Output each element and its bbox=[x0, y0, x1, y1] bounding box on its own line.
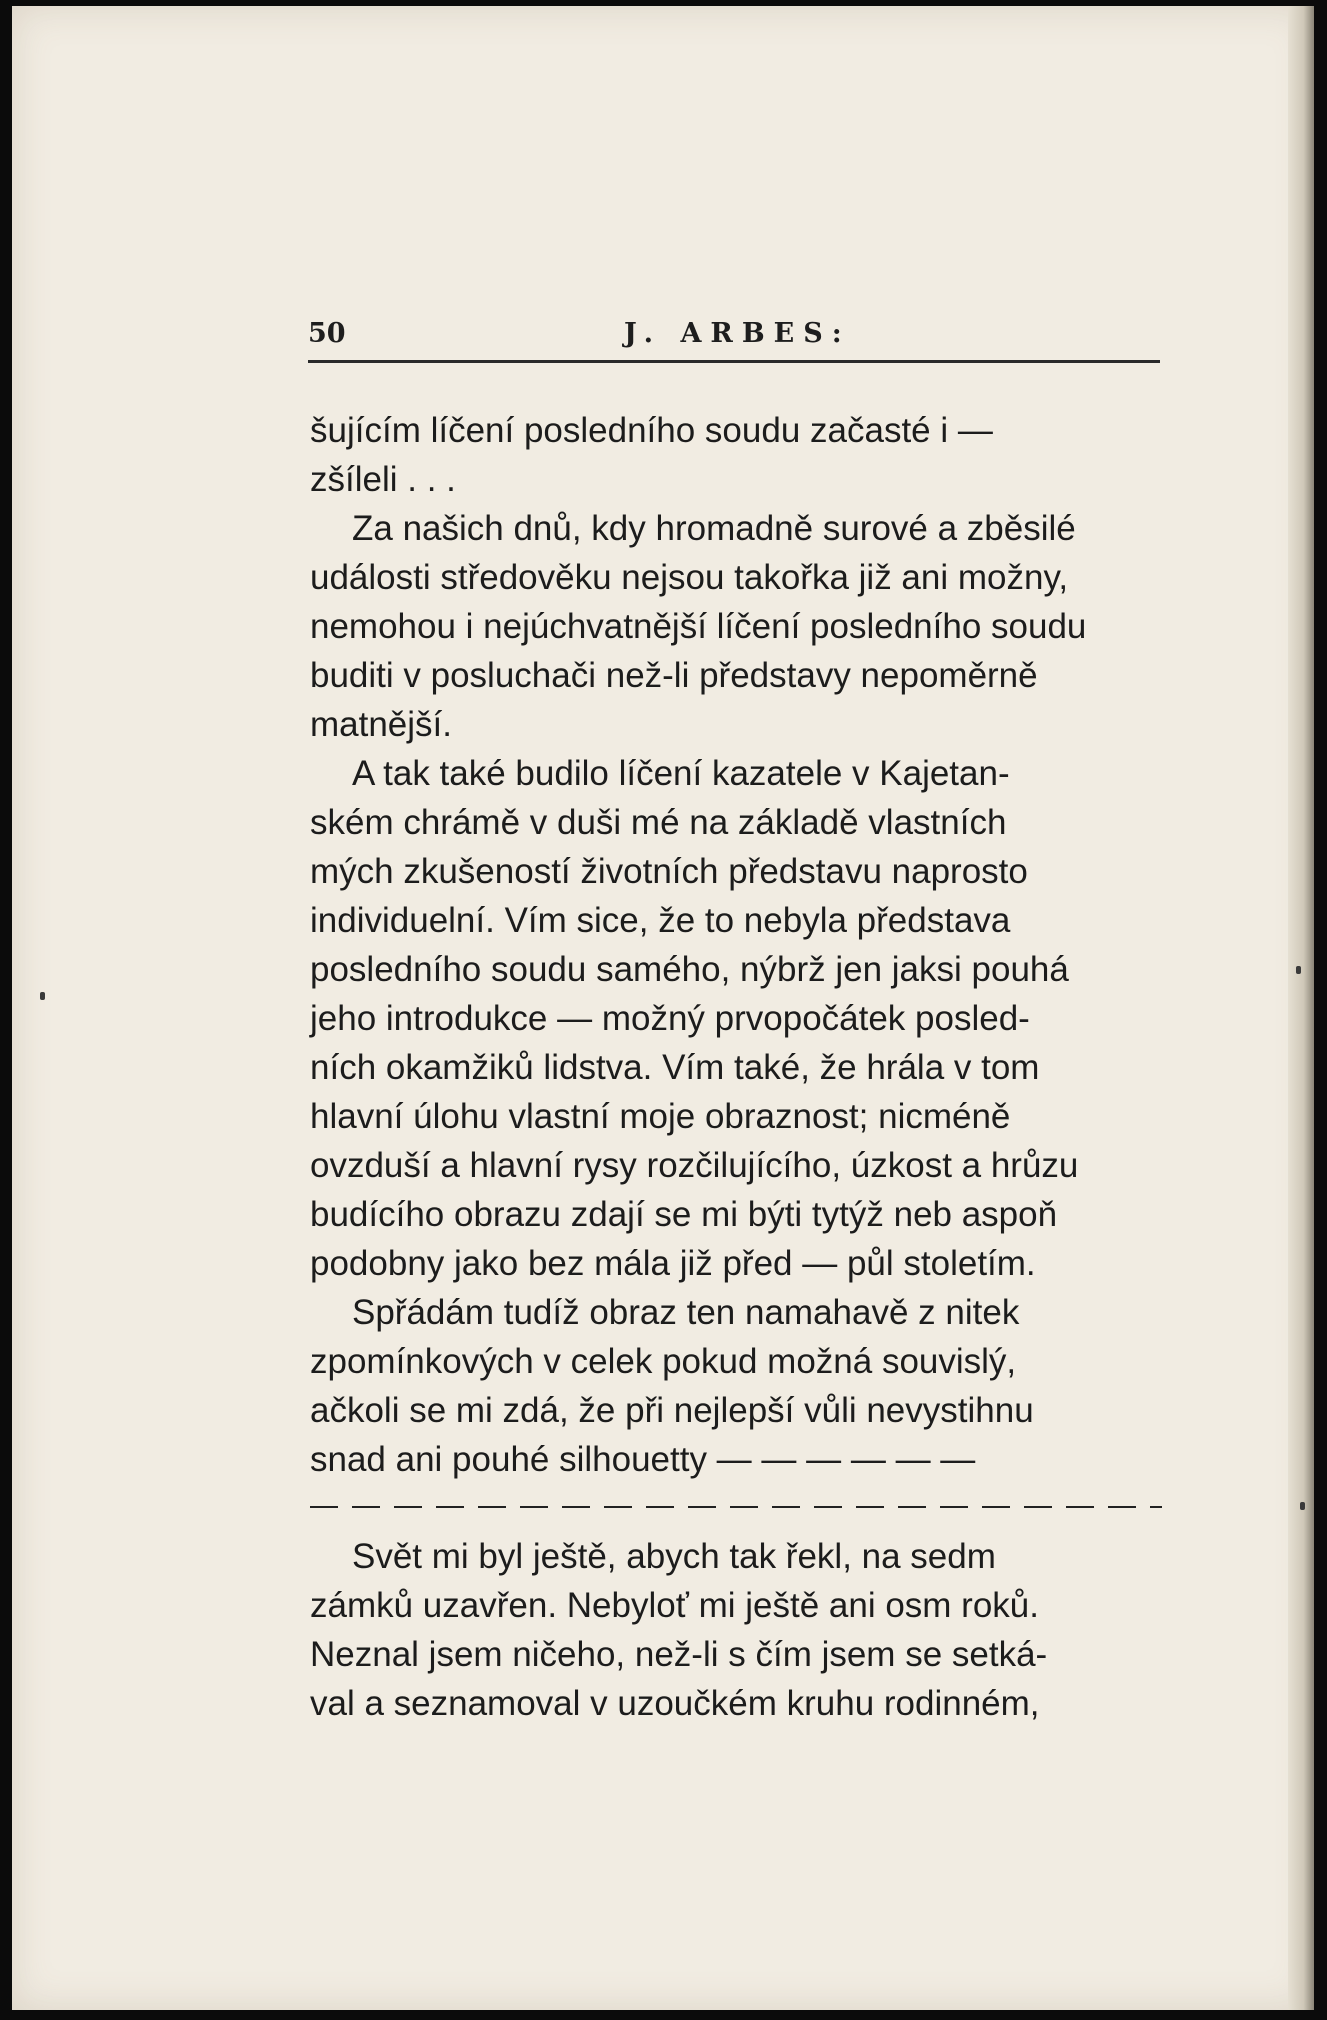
text-line: podobny jako bez mála již před — půl stoletím. bbox=[310, 1244, 1036, 1283]
paragraph bbox=[310, 749, 1162, 1288]
running-head bbox=[298, 318, 1160, 358]
text-line: ovzduší a hlavní rysy rozčilujícího, úzkost a hrůzu bbox=[310, 1146, 1079, 1185]
body-text bbox=[310, 406, 1162, 1728]
book-page bbox=[12, 6, 1314, 2010]
text-line: budícího obrazu zdají se mi býti tytýž neb aspoň bbox=[310, 1195, 1058, 1234]
paragraph bbox=[310, 406, 1162, 504]
text-line: události středověku nejsou takořka již ani možny, bbox=[310, 558, 1069, 597]
page-number: 50 bbox=[308, 318, 346, 349]
paper-speck bbox=[1296, 966, 1301, 974]
paragraph bbox=[310, 504, 1162, 749]
text-line: val a seznamoval v uzoučkém kruhu rodinném, bbox=[310, 1684, 1040, 1723]
paragraph bbox=[310, 1288, 1162, 1484]
section-break-dashes bbox=[310, 1506, 1162, 1508]
text-line: zámků uzavřen. Nebyloť mi ještě ani osm roků. bbox=[310, 1586, 1039, 1625]
text-line: snad ani pouhé silhouetty — — — — — — bbox=[310, 1440, 976, 1479]
text-line: Svět mi byl ještě, abych tak řekl, na sedm bbox=[352, 1537, 996, 1576]
header-rule bbox=[308, 360, 1160, 363]
text-line: posledního soudu samého, nýbrž jen jaksi pouhá bbox=[310, 950, 1069, 989]
text-line: individuelní. Vím sice, že to nebyla představa bbox=[310, 901, 1011, 940]
text-line: šujícím líčení posledního soudu začasté i — bbox=[310, 411, 993, 450]
paragraph bbox=[310, 1532, 1162, 1728]
text-line: Za našich dnů, kdy hromadně surové a zběsilé bbox=[352, 509, 1076, 548]
text-line: zpomínkových v celek pokud možná souvislý, bbox=[310, 1342, 1017, 1381]
text-line: mých zkušeností životních představu naprosto bbox=[310, 852, 1028, 891]
text-line: buditi v posluchači než-li představy nepoměrně bbox=[310, 656, 1038, 695]
page-gutter-shadow bbox=[1288, 6, 1314, 2010]
paper-speck bbox=[40, 992, 45, 1000]
text-line: ském chrámě v duši mé na základě vlastních bbox=[310, 803, 1007, 842]
text-line: hlavní úlohu vlastní moje obraznost; nicméně bbox=[310, 1097, 1011, 1136]
paper-speck bbox=[1300, 1502, 1305, 1510]
text-line: matnější. bbox=[310, 705, 452, 744]
text-line: Spřádám tudíž obraz ten namahavě z nitek bbox=[352, 1293, 1020, 1332]
text-line: zšíleli . . . bbox=[310, 460, 456, 499]
running-title: J. ARBES: bbox=[624, 318, 851, 349]
text-line: ačkoli se mi zdá, že při nejlepší vůli nevystihnu bbox=[310, 1391, 1034, 1430]
text-line: Neznal jsem ničeho, než-li s čím jsem se setká- bbox=[310, 1635, 1048, 1674]
text-line: jeho introdukce — možný prvopočátek posled- bbox=[310, 999, 1030, 1038]
text-line: nemohou i nejúchvatnější líčení posledního soudu bbox=[310, 607, 1087, 646]
text-line: ních okamžiků lidstva. Vím také, že hrála v tom bbox=[310, 1048, 1040, 1087]
text-line: A tak také budilo líčení kazatele v Kajetan- bbox=[352, 754, 1010, 793]
